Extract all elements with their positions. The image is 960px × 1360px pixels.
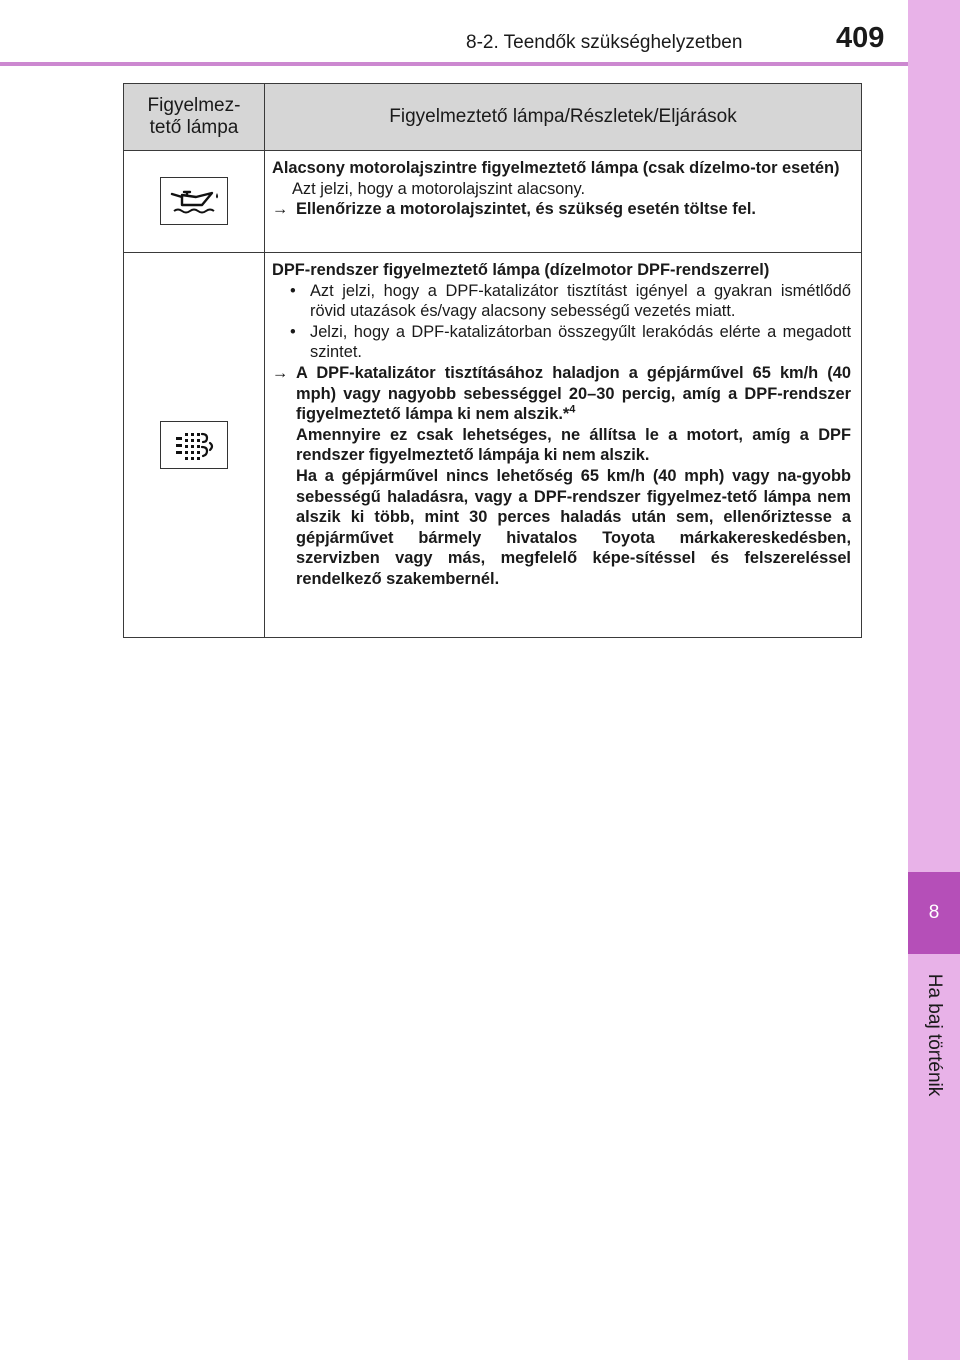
action-text: Ellenőrizze a motorolajszintet, és szükség esetén töltse fel.: [296, 200, 756, 219]
chapter-title: Ha baj történik: [924, 973, 945, 1097]
footnote-ref: 4: [569, 403, 576, 416]
page-number: 409: [836, 22, 885, 54]
bullet-text: Azt jelzi, hogy a DPF-katalizátor tisztítást igényel a gyakran ismétlődő rövid utazások és/vagy alacsony sebességű vezetés miatt.: [310, 281, 851, 321]
header-rule: [0, 62, 908, 66]
lamp-description: Azt jelzi, hogy a motorolajszint alacsony.: [292, 179, 586, 198]
arrow-icon: →: [272, 200, 289, 219]
action-step: [272, 363, 851, 590]
warning-lamp-table: [123, 83, 862, 638]
action-step: [272, 199, 851, 220]
arrow-icon: →: [272, 363, 289, 382]
side-tab-strip: [908, 0, 960, 1360]
chapter-number-tab: [908, 872, 960, 954]
bullet-icon: •: [290, 322, 296, 341]
table-row: [124, 151, 862, 253]
lamp-header-text: Figyelmez-tető lámpa: [147, 95, 241, 138]
bullet-text: Jelzi, hogy a DPF-katalizátorban összegyűlt lerakódás elérte a megadott szintet.: [310, 322, 851, 362]
table-row: [124, 253, 862, 638]
lamp-details-cell: [265, 151, 862, 253]
action-note: Ha a gépjárművel nincs lehetőség 65 km/h (40 mph) vagy na-gyobb sebességű haladásra, vagy a DPF-rendszer figyelmez-tető lámpa nem alszik ki több, mint 30 perces haladás után sem, ellenőriztesse a gépjárművet bármely hivatalos Toyota márkakereskedésben, szervizben vagy más, megfelelő képe-sítéssel és felszereléssel rendelkező szakembernél.: [296, 466, 851, 588]
list-item: [272, 281, 851, 322]
lamp-title: Alacsony motorolajszintre figyelmeztető lámpa (csak dízelmo-tor esetén): [272, 159, 840, 177]
dpf-filter-icon: [160, 421, 228, 469]
lamp-details-cell: [265, 253, 862, 638]
chapter-number: 8: [928, 902, 940, 923]
section-title: 8-2. Teendők szükséghelyzetben: [466, 32, 743, 53]
action-text: A DPF-katalizátor tisztításához haladjon a gépjárművel 65 km/h (40 mph) vagy nagyobb sebességgel 20–30 percig, amíg a DPF-rendszer figyelmeztető lámpa ki nem alszik.*: [296, 363, 851, 424]
lamp-column-header: [124, 84, 265, 151]
list-item: [272, 322, 851, 363]
oil-level-icon: [160, 177, 228, 225]
lamp-title: DPF-rendszer figyelmeztető lámpa (dízelmotor DPF-rendszerrel): [272, 261, 770, 279]
lamp-icon-cell: [124, 151, 265, 253]
details-column-header: Figyelmeztető lámpa/Részletek/Eljárások: [265, 84, 862, 151]
lamp-icon-cell: [124, 253, 265, 638]
action-note: Amennyire ez csak lehetséges, ne állítsa le a motort, amíg a DPF rendszer figyelmeztető lámpája ki nem alszik.: [296, 425, 851, 465]
table-header-row: [124, 84, 862, 151]
bullet-icon: •: [290, 281, 296, 300]
